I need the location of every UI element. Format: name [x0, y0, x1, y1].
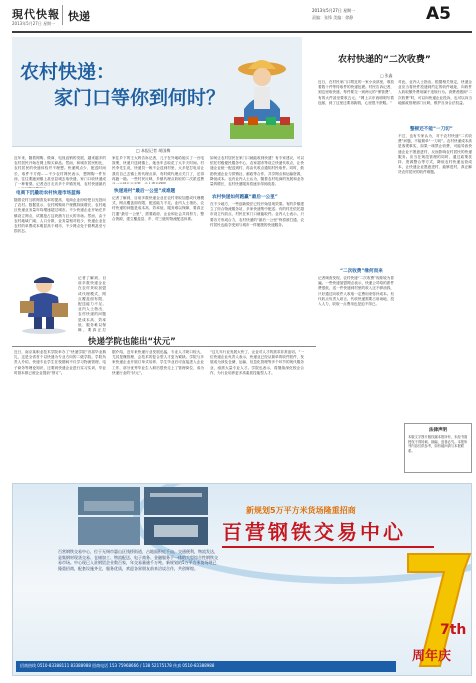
school-divider [12, 346, 316, 347]
school-para-3: “这几年行业发展太快了，企业对人才的需求非常迫切。”一位快递企业负责人表示，快递业已经从简单的收件派件，发展成为涉及仓储、运输、信息化管理等多个环节的现代服务业，亟需大量专业人才。学院也表示，将继续深化校企合作，为行业培养更多高素质技能型人才。 [210, 350, 304, 375]
feature-para-4: 如何让农村居民在家门口就能收到快递？有专家建议，可以依托村级便民服务中心、农家超市等设立快递代收点，让快递企业统一配送到村，再由代收点通知村民取件。同时，鼓励快递企业与供销社、邮政等合作，共享网点和运输资源，降低成本。也有业内人士认为，随着农村电商的发展和业务量的增长，农村快递服务将逐步得到改善。 [210, 156, 304, 187]
section-name: 快递 [68, 10, 90, 23]
page-number: A5 [426, 4, 451, 24]
subhead-last-mile: 快递进村“最后一公里”成难题 [114, 189, 176, 194]
feature-para-2: 家住乡下的王大妈告诉记者，儿子在外地给她买了一台电饭煲，快递只送到镇上，她坐车去取花了大半天时间。村民李先生说，快递员一般不会送到村里，大多是打电话让我们自己去镇上的代理点拿，有时候代理点关门了，还得再跑一趟。一些村民反映，乡镇代理点收取的二次派送费 [112, 156, 204, 181]
secondary-para-3: 对此，业内人士指出，根据相关规定，快递企业应当将快件投递到约定的收件地址，向收件人收取额外费用属于违规行为。消费者遇到“二次收费”时，可以向快递企业投诉，也可以向当地邮政管理部门反映，维护自身合法权益。 [398, 80, 472, 105]
school-para-1: 近日，南京某职业技术学院举办了“快递学院”首届毕业典礼，这是全省首个以快递为专业方向的二级学院。学院负责人介绍，快递专业学生在校期间不仅学习物流管理、电子商务等理论知识，还要到快递企业进行实习实训，毕业时基本都已被企业提前“预订”。 [14, 350, 106, 375]
feature-para-3: 记者了解到，目前多数快递企业在农村采取加盟或代理模式，网点覆盖面有限，配送能力不足。业内人士指出，农村快递的问题是成本高、效率低、服务难以保障，要真正打通“最后一公里”，需要政府、企业和社会共同努力，整合资源，建立覆盖县、乡、村三级的物流配送体系。 [112, 196, 204, 221]
feature-byline: □ 本报记者 胡国梅 [136, 148, 171, 153]
feature-para-1b: 记者了解到，目前多数快递企业在农村采取加盟或代理模式，网点覆盖面有限，配送能力不足。业内人士指出，农村快递的问题是成本高、效率低、服务难以保障，要真正打 [78, 276, 106, 332]
secondary-para-2: 记者调查发现，农村快递“二次收费”现象较为普遍。一些快递加盟网点表示，快递公司给的派件费很低，送一件快递到村里的收入还不够油钱，只好通过向收件人收取一定费用来弥补成本。有代收点负责人坦言，代收快递需要占用场地、投入人力，收取一点费用也是迫不得已。 [318, 276, 394, 307]
subhead-no-one-size: 整顿还不能“一刀切” [410, 127, 453, 132]
ad-contact-text: 招商热线 0510-83388111 83388988 招商电话 153 75968666 / 138 52175178 传真 0510-83388988 [20, 663, 215, 668]
anniversary-label: 周年庆 [412, 649, 452, 664]
legal-statement-box [404, 423, 472, 473]
editors-credit: 责编：张锋 美编：徐静 [312, 15, 354, 20]
feature-para-1: 随着农村互联网普及率的提高，电商企业纷纷把目光投向了农村。数据显示，农村网购用户规模持续增长，农村地区快递业务量年均增速超过城市。不少快递企业开始在乡镇设立网点，试图抢占这块潜力巨大的市场。然而，由于农村地域广阔、人口分散、业务量相对较少，快递企业在农村的单票成本明显高于城市，不少网点处于微利甚至亏损状态。 [14, 198, 106, 234]
secondary-headline: 农村快递的“二次收费” [338, 55, 431, 65]
feature-title-line2: 家门口等你到何时？ [54, 87, 226, 109]
masthead [0, 0, 476, 34]
ad-body-text: 百营钢铁交易中心，位于无锡市惠山区钱桥街道，占地面积近千亩，交通便利，物流发达，是集钢材现货交易、仓储加工、物流配送、电子商务、金融服务于一体的大型综合性钢铁交易市场。中心现已入驻钢贸企业数百家，年交易量逾千万吨。新规划的5万平方米货场现已隆重招商，配套设施齐全，服务优质，欢迎各界朋友前来洽谈合作，共创辉煌。 [58, 549, 218, 571]
ad-photo-collage [78, 487, 208, 545]
legal-statement-text: 本版文字图片版权属本报所有，未经书面授权不得转载、摘编，违者必究。本报所刊内容仅供参考，如有疑问请与本报联系。 [408, 435, 468, 453]
masthead-rule [12, 31, 472, 33]
subhead-solution: 农村快递如何跑赢“最后一公里” [212, 195, 278, 200]
school-headline: 快递学院也能出“状元” [88, 337, 176, 347]
school-para-2: 据介绍，近年来快递行业发展迅猛，专业人才缺口较大，尤其是懂管理、会技术的复合型人才更为紧缺。学院与多家快递企业开展订单式培养，学生毕业后可直接进入企业工作，部分优秀毕业生入职后很快走上了管理岗位，成为快递行业的“状元”。 [112, 350, 204, 375]
legal-statement-title: 法律声明 [429, 428, 447, 433]
ad-title: 百营钢铁交易中心 [222, 520, 406, 544]
anniversary-seven-graphic [404, 548, 474, 672]
masthead-date: 2013年5月27日 星期一 [12, 21, 56, 26]
subhead-market: 电商下沉撬动农村快递市场蓝海 [16, 191, 81, 196]
masthead-divider [62, 5, 63, 25]
feature-title-line1: 农村快递： [20, 61, 116, 83]
secondary-para-4: 不过，也有专家认为，对于农村快递“二次收费”问题，不能简单“一刀切”。农村快递成本高是客观事实，如果一味禁止收费，可能导致快递企业不愿意进村，反而影响农村居民的快递服务。应当在规范管理的同时，通过政策扶持、资源整合等方式，降低农村快递运营成本，让快递企业愿意进村、能够进村，真正解决农村居民的收件难题。 [398, 134, 472, 175]
ad-slogan: 新规划5万平方米货场隆重招商 [246, 506, 356, 515]
farmer-illustration [222, 47, 302, 143]
feature-intro: 近年来，随着网购、微商、电视直销的发展，越来越多的农村居民开始在网上购买商品。然而，和城市居民相比，农村居民的快递体验并不理想。快递网点少、配送时间长、取件不方便……不少农村网民表示，想网购一件东西，往往要跑到镇上甚至县城去取快递，家门口收快递成了一种奢望。记者近日走访多个乡镇发现，农村快递最后 [14, 156, 106, 187]
edition-date: 2013年5月27日 星期一 [312, 8, 356, 13]
newspaper-logo: 現代快報 [12, 8, 60, 21]
secondary-byline: □ 张鑫 [380, 73, 393, 78]
feature-banner [12, 37, 302, 147]
feature-para-5: 在不少地方，一些创新做法已经开始显现效果。有的乡镇建立了综合物流服务站，多家快递集中配送；有的村庄依托超市设立代收点，村民在家门口就能取件。业内人士表示，只要各方形成合力，农村快递的“最后一公里”终将被打通，农村居民也能享受到与城市一样便捷的快递服务。 [210, 202, 304, 227]
courier-illustration [14, 273, 76, 335]
anniversary-ordinal: 7th [440, 622, 467, 638]
secondary-para-1: 近日，在村民家门口附近的一家小卖部里，堆放着数十件等待取件的快递包裹。村民告诉记者，到这里取快递，每件要交一到两元的“保管费”，有的大件甚至要收五元。“网上买东西明明写着包邮，到了这里还要再掏钱，心里很不舒服。” [318, 80, 394, 105]
subhead-second-charge: “二次收费”缘何而来 [340, 269, 383, 274]
ad-title-underline [222, 546, 434, 548]
